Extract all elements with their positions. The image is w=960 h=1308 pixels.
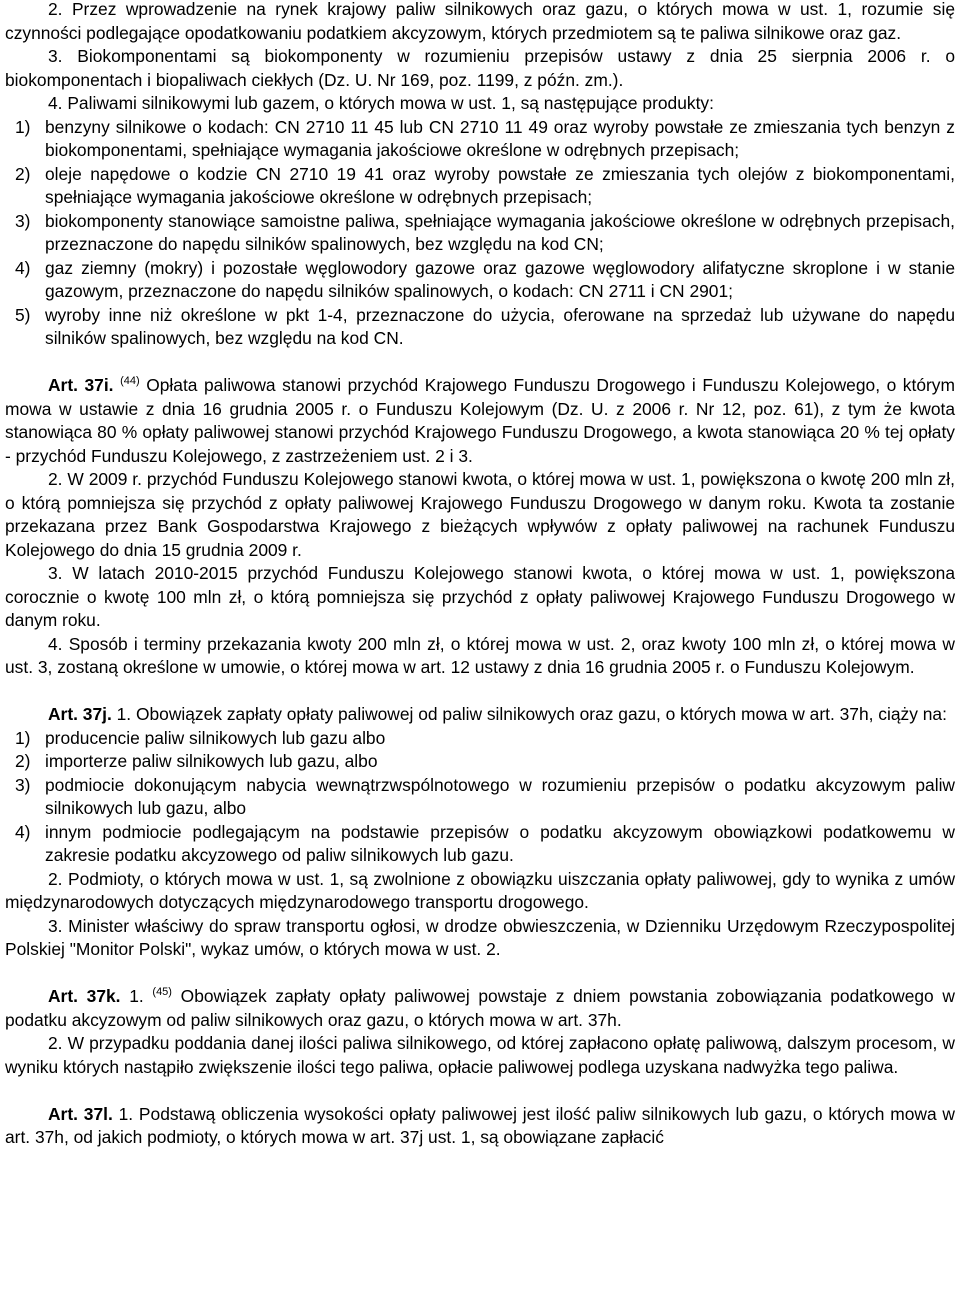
article-text: Obowiązek zapłaty opłaty paliwowej powstaje z dniem powstania zobowiązania podatkowego w podatku akcyzowym od paliw silnikowych oraz gazu, o których mowa w art. 37h. [5,986,955,1030]
list-item [5,257,955,304]
article-label: Art. 37k. [48,986,121,1006]
list-item [5,821,955,868]
list-art37h-ust4 [0,116,960,351]
list-item-number: 2) [15,163,31,184]
list-item [5,210,955,257]
article-label: Art. 37j. [48,704,112,724]
list-item-text: gaz ziemny (mokry) i pozostałe węglowodory gazowe oraz gazowe węglowodory alifatyczne skroplone i w stanie gazowym, przeznaczone do napędu silników spalinowych, o kodach: CN 2711 i CN 2901; [45,257,955,301]
article-text: Opłata paliwowa stanowi przychód Krajowego Funduszu Drogowego i Funduszu Kolejowego, o którym mowa w ustawie z dnia 16 grudnia 2005 r. o Funduszu Kolejowym (Dz. U. z 2006 r. Nr 12, poz. 61), z tym że kwota stanowiąca 80 % opłaty paliwowej stanowi przychód Krajowego Funduszu Drogowego, a kwota stanowiąca 20 % tej opłaty - przychód Funduszu Kolejowego, z zastrzeżeniem ust. 2 i 3. [5,375,955,466]
article-text: 1. Obowiązek zapłaty opłaty paliwowej od paliw silnikowych oraz gazu, o których mowa w art. 37h, ciąży na: [111,704,947,724]
article-37i-ust1 [5,374,955,468]
article-label: Art. 37l. [48,1103,113,1124]
paragraph-art37h-ust3: 3. Biokomponentami są biokomponenty w rozumieniu przepisów ustawy z dnia 25 sierpnia 2006 r. o biokomponentach i biopaliwach ciekłych (Dz. U. Nr 169, poz. 1199, z późn. zm.). [5,46,955,90]
article-text: 1. Podstawą obliczenia wysokości opłaty paliwowej jest ilość paliw silnikowych lub gazu, o których mowa w art. 37h, od jakich podmioty, o których mowa w art. 37j ust. 1, są obowiązane zapłacić [5,1103,955,1147]
article-37j-ust2: 2. Podmioty, o których mowa w ust. 1, są zwolnione z obowiązku uiszczania opłaty paliwowej, gdy to wynika z umów międzynarodowych dotyczących międzynarodowego transportu drogowego. [5,868,955,912]
article-37j-ust1 [5,703,955,727]
list-item-text: wyroby inne niż określone w pkt 1-4, przeznaczone do użycia, oferowane na sprzedaż lub używane do napędu silników spalinowych, bez względu na kod CN. [45,304,955,348]
list-item-number: 3) [15,774,31,795]
article-37i-ust3: 3. W latach 2010-2015 przychód Funduszu Kolejowego stanowi kwota, o której mowa w ust. 1, powiększona corocznie o kwotę 100 mln zł, o którą pomniejsza się przychód z opłaty paliwowej Krajowego Funduszu Drogowego w danym roku. [5,563,955,630]
list-item-text: producencie paliw silnikowych lub gazu albo [45,727,386,748]
list-item-text: importerze paliw silnikowych lub gazu, albo [45,751,378,771]
list-item-text: innym podmiocie podlegającym na podstawie przepisów o podatku akcyzowym obowiązkowi podatkowemu w zakresie podatku akcyzowego od paliw silnikowych lub gazu. [45,821,955,865]
paragraph-art37h-ust2: 2. Przez wprowadzenie na rynek krajowy paliw silnikowych oraz gazu, o których mowa w ust. 1, rozumie się czynności podlegające opodatkowaniu podatkiem akcyzowym, których przedmiotem są te paliwa silnikowe oraz gaz. [5,0,955,43]
list-item [5,727,955,751]
footnote-marker: (45) [152,986,172,999]
list-item-text: biokomponenty stanowiące samoistne paliwa, spełniające wymagania jakościowe określone w odrębnych przepisach, przeznaczone do napędu silników spalinowych, bez względu na kod CN; [45,210,955,254]
list-item-text: podmiocie dokonującym nabycia wewnątrzwspólnotowego w rozumieniu przepisów o podatku akcyzowym paliw silnikowych lub gazu, albo [45,774,955,818]
list-item-number: 4) [15,821,31,842]
article-37i-ust4: 4. Sposób i terminy przekazania kwoty 200 mln zł, o której mowa w ust. 2, oraz kwoty 100 mln zł, o której mowa w ust. 3, zostaną określone w umowie, o której mowa w art. 12 ustawy z dnia 16 grudnia 2005 r. o Funduszu Kolejowym. [5,633,955,677]
article-37j-ust3: 3. Minister właściwy do spraw transportu ogłosi, w drodze obwieszczenia, w Dzienniku Urzędowym Rzeczypospolitej Polskiej "Monitor Polski", wykaz umów, o których mowa w ust. 2. [5,915,955,959]
list-art37j-ust1 [0,727,960,868]
paragraph-art37h-ust4: 4. Paliwami silnikowymi lub gazem, o których mowa w ust. 1, są następujące produkty: [48,93,714,113]
article-37l-ust1 [5,1103,955,1150]
list-item-number: 1) [15,116,31,137]
article-number: 1. [120,986,153,1006]
article-37k-ust1 [5,985,955,1032]
list-item-number: 4) [15,257,31,278]
list-item [5,774,955,821]
list-item-text: oleje napędowe o kodzie CN 2710 19 41 oraz wyroby powstałe ze zmieszania tych olejów z biokomponentami, spełniające wymagania jakościowe określone w odrębnych przepisach; [45,163,955,207]
list-item-number: 5) [15,304,31,325]
list-item-number: 2) [15,751,31,771]
list-item-text: benzyny silnikowe o kodach: CN 2710 11 45 lub CN 2710 11 49 oraz wyroby powstałe ze zmieszania tych benzyn z biokomponentami, spełniające wymagania jakościowe określone w odrębnych przepisach; [45,116,955,160]
article-37k-ust2: 2. W przypadku poddania danej ilości paliwa silnikowego, od której zapłacono opłatę paliwową, dalszym procesom, w wyniku których nastąpiło zwiększenie ilości tego paliwa, opłacie paliwowej podlega uzyskana nadwyżka tego paliwa. [5,1033,955,1077]
article-label: Art. 37i. [48,375,114,395]
list-item [5,304,955,351]
list-item-number: 1) [15,727,31,748]
article-37i-ust2: 2. W 2009 r. przychód Funduszu Kolejowego stanowi kwota, o której mowa w ust. 1, powiększona o kwotę 200 mln zł, o którą pomniejsza się przychód z opłaty paliwowej Krajowego Funduszu Drogowego w danym roku. Kwota ta zostanie przekazana przez Bank Gospodarstwa Krajowego z bieżących wpływów z opłaty paliwowej na rachunek Funduszu Kolejowego do dnia 15 grudnia 2009 r. [5,469,955,560]
list-item-number: 3) [15,210,31,231]
footnote-marker: (44) [120,375,140,388]
list-item [5,116,955,163]
list-item [5,750,955,774]
list-item [5,163,955,210]
